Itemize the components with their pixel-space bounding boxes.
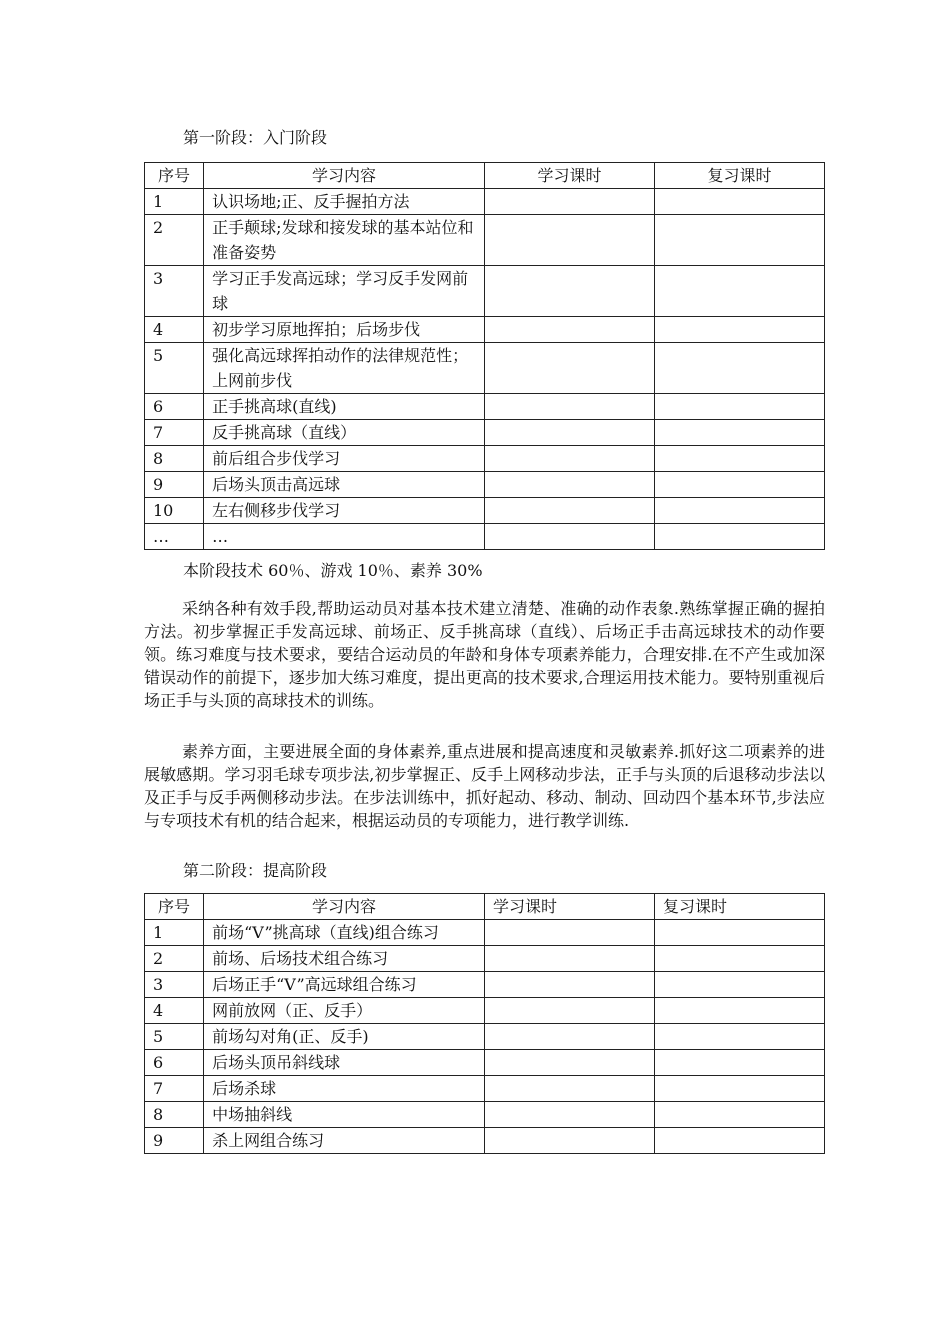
- review-hours-cell: [654, 215, 824, 266]
- table-row: [145, 998, 825, 1024]
- table-row: [145, 472, 825, 498]
- study-hours-cell: [484, 266, 654, 317]
- row-no: 4: [145, 317, 204, 343]
- review-hours-cell: [654, 189, 824, 215]
- header-seq: 序号: [145, 163, 204, 189]
- study-hours-cell: [484, 1050, 654, 1076]
- review-hours-cell: [654, 524, 824, 550]
- table-row: [145, 1102, 825, 1128]
- table-row: [145, 946, 825, 972]
- review-hours-cell: [654, 317, 824, 343]
- study-hours-cell: [484, 1076, 654, 1102]
- study-hours-cell: [484, 524, 654, 550]
- study-hours-cell: [484, 972, 654, 998]
- row-no: 3: [145, 266, 204, 317]
- table-row: [145, 1076, 825, 1102]
- row-content: 学习正手发高远球；学习反手发网前球: [204, 266, 485, 317]
- review-hours-cell: [654, 343, 824, 394]
- row-no: 7: [145, 420, 204, 446]
- row-content: 中场抽斜线: [204, 1102, 485, 1128]
- study-hours-cell: [484, 446, 654, 472]
- header-study-hours: 学习课时: [484, 163, 654, 189]
- stage1-technique-paragraph: 采纳各种有效手段,帮助运动员对基本技术建立清楚、准确的动作表象.熟练掌握正确的握拍方法。初步掌握正手发高远球、前场正、反手挑高球（直线）、后场正手击高远球技术的动作要领。练习难度与技术要求，要结合运动员的年龄和身体专项素养能力，合理安排.在不产生或加深错误动作的前提下，逐步加大练习难度，提出更高的技术要求,合理运用技术能力。要特别重视后场正手与头顶的高球技术的训练。: [144, 599, 825, 710]
- row-content: 前场勾对角(正、反手): [204, 1024, 485, 1050]
- row-content: 强化高远球挥拍动作的法律规范性；上网前步伐: [204, 343, 485, 394]
- row-no: …: [145, 524, 204, 550]
- row-content: 认识场地;正、反手握拍方法: [204, 189, 485, 215]
- header-content: 学习内容: [204, 163, 485, 189]
- row-content: …: [204, 524, 485, 550]
- study-hours-cell: [484, 215, 654, 266]
- review-hours-cell: [654, 1128, 824, 1154]
- table-row: [145, 972, 825, 998]
- row-no: 10: [145, 498, 204, 524]
- study-hours-cell: [484, 420, 654, 446]
- row-content: 左右侧移步伐学习: [204, 498, 485, 524]
- review-hours-cell: [654, 498, 824, 524]
- stage2-table: [144, 893, 825, 1154]
- study-hours-cell: [484, 472, 654, 498]
- study-hours-cell: [484, 1102, 654, 1128]
- stage2-title: 第二阶段：提高阶段: [183, 861, 328, 880]
- row-no: 6: [145, 394, 204, 420]
- row-no: 1: [145, 189, 204, 215]
- review-hours-cell: [654, 266, 824, 317]
- row-content: 前场“V”挑高球（直线)组合练习: [204, 920, 485, 946]
- stage1-title: 第一阶段：入门阶段: [183, 128, 328, 147]
- study-hours-cell: [484, 189, 654, 215]
- row-no: 2: [145, 946, 204, 972]
- table-row: [145, 1050, 825, 1076]
- header-review-hours: 复习课时: [654, 163, 824, 189]
- row-no: 7: [145, 1076, 204, 1102]
- review-hours-cell: [654, 1102, 824, 1128]
- row-no: 9: [145, 472, 204, 498]
- stage1-fitness-paragraph: 素养方面，主要进展全面的身体素养,重点进展和提高速度和灵敏素养.抓好这二项素养的进展敏感期。学习羽毛球专项步法,初步掌握正、反手上网移动步法，正手与头顶的后退移动步法以及正手与反手两侧移动步法。在步法训练中，抓好起动、移动、制动、回动四个基本环节,步法应与专项技术有机的结合起来，根据运动员的专项能力，进行教学训练.: [144, 742, 825, 830]
- row-content: 前场、后场技术组合练习: [204, 946, 485, 972]
- review-hours-cell: [654, 1076, 824, 1102]
- row-no: 8: [145, 446, 204, 472]
- row-content: 初步学习原地挥拍；后场步伐: [204, 317, 485, 343]
- study-hours-cell: [484, 394, 654, 420]
- header-review-hours: 复习课时: [654, 894, 824, 920]
- study-hours-cell: [484, 998, 654, 1024]
- review-hours-cell: [654, 1050, 824, 1076]
- row-no: 8: [145, 1102, 204, 1128]
- table-row: [145, 498, 825, 524]
- row-no: 9: [145, 1128, 204, 1154]
- row-content: 后场头顶击高远球: [204, 472, 485, 498]
- table-row: [145, 266, 825, 317]
- review-hours-cell: [654, 394, 824, 420]
- table-row: [145, 920, 825, 946]
- review-hours-cell: [654, 920, 824, 946]
- study-hours-cell: [484, 946, 654, 972]
- row-content: 网前放网（正、反手）: [204, 998, 485, 1024]
- header-content: 学习内容: [204, 894, 485, 920]
- stage1-ratio: 本阶段技术 60％、游戏 10％、素养 30%: [183, 561, 483, 580]
- table-row: [145, 189, 825, 215]
- table-row: [145, 1128, 825, 1154]
- row-content: 后场正手“V”高远球组合练习: [204, 972, 485, 998]
- table-row: [145, 215, 825, 266]
- table-row: [145, 394, 825, 420]
- row-no: 5: [145, 1024, 204, 1050]
- review-hours-cell: [654, 472, 824, 498]
- row-no: 2: [145, 215, 204, 266]
- row-content: 正手颠球;发球和接发球的基本站位和准备姿势: [204, 215, 485, 266]
- row-content: 正手挑高球(直线): [204, 394, 485, 420]
- study-hours-cell: [484, 317, 654, 343]
- header-seq: 序号: [145, 894, 204, 920]
- table-row: [145, 1024, 825, 1050]
- review-hours-cell: [654, 1024, 824, 1050]
- study-hours-cell: [484, 343, 654, 394]
- study-hours-cell: [484, 498, 654, 524]
- review-hours-cell: [654, 946, 824, 972]
- row-no: 6: [145, 1050, 204, 1076]
- row-no: 5: [145, 343, 204, 394]
- stage1-table: [144, 162, 825, 550]
- review-hours-cell: [654, 446, 824, 472]
- study-hours-cell: [484, 920, 654, 946]
- row-content: 后场杀球: [204, 1076, 485, 1102]
- row-content: 前后组合步伐学习: [204, 446, 485, 472]
- row-no: 3: [145, 972, 204, 998]
- row-content: 杀上网组合练习: [204, 1128, 485, 1154]
- row-no: 1: [145, 920, 204, 946]
- table-row: [145, 317, 825, 343]
- header-study-hours: 学习课时: [484, 894, 654, 920]
- review-hours-cell: [654, 998, 824, 1024]
- table-row: [145, 524, 825, 550]
- review-hours-cell: [654, 420, 824, 446]
- study-hours-cell: [484, 1128, 654, 1154]
- table-row: [145, 420, 825, 446]
- study-hours-cell: [484, 1024, 654, 1050]
- table-header-row: [145, 163, 825, 189]
- row-content: 后场头顶吊斜线球: [204, 1050, 485, 1076]
- row-content: 反手挑高球（直线）: [204, 420, 485, 446]
- row-no: 4: [145, 998, 204, 1024]
- table-header-row: [145, 894, 825, 920]
- table-row: [145, 446, 825, 472]
- review-hours-cell: [654, 972, 824, 998]
- table-row: [145, 343, 825, 394]
